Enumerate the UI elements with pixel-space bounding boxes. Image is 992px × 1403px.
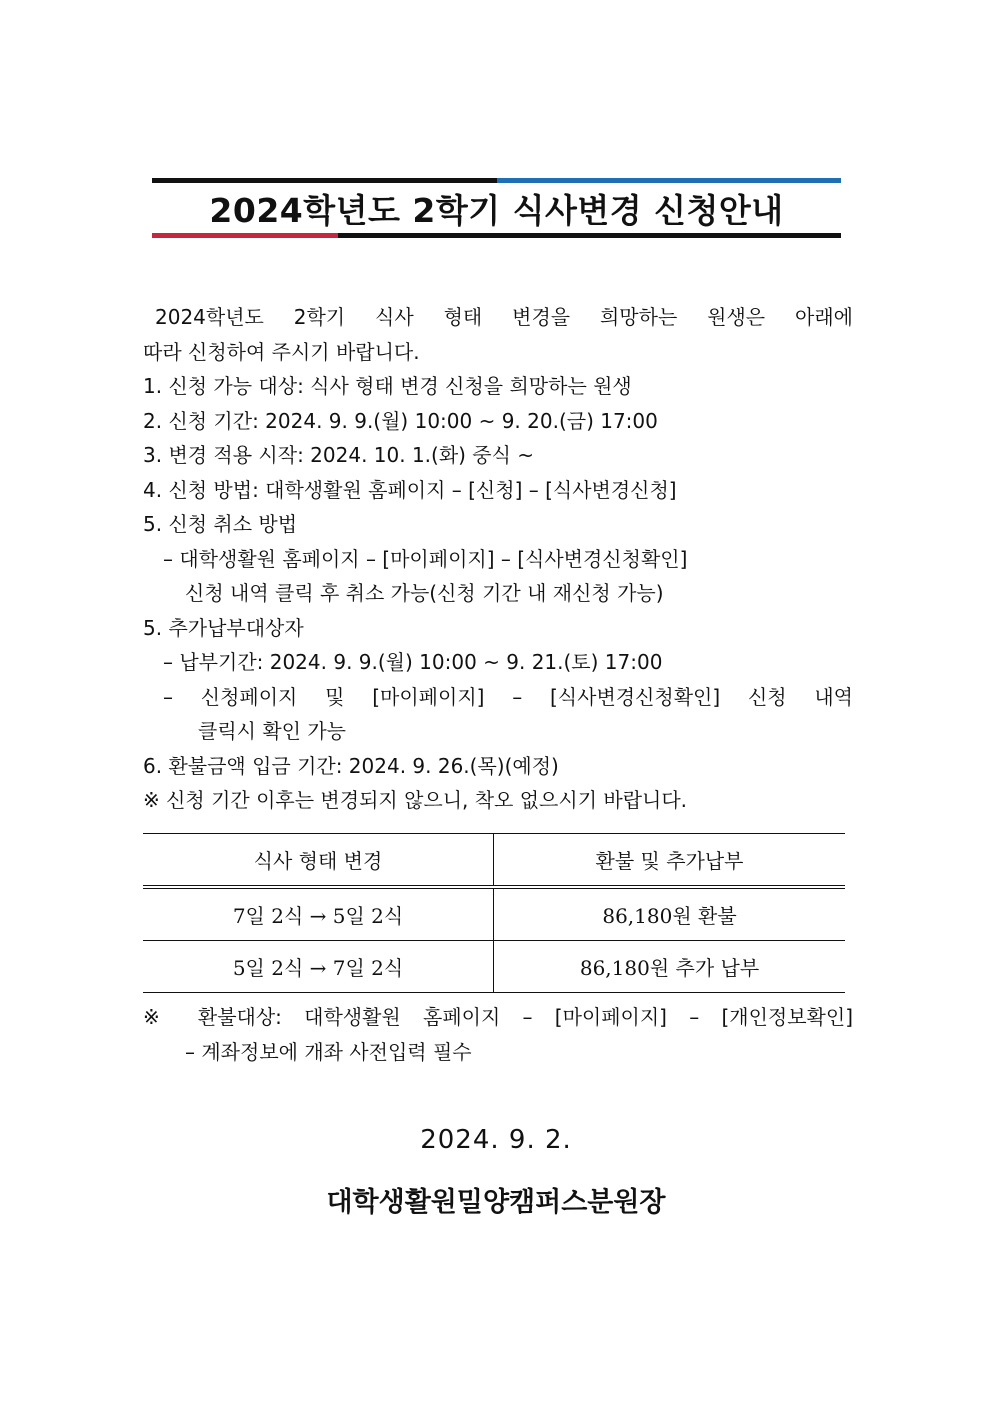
title-bar-top-black	[152, 178, 497, 183]
item-additional-sub-3: 클릭시 확인 가능	[198, 719, 346, 743]
item-additional: 5. 추가납부대상자	[143, 615, 304, 640]
item-method: 4. 신청 방법: 대학생활원 홈페이지 – [신청] – [식사변경신청]	[143, 477, 677, 502]
title-bar-bottom-red	[152, 233, 338, 238]
warning-note: ※ 신청 기간 이후는 변경되지 않으니, 착오 없으시기 바랍니다.	[143, 788, 688, 812]
refund-note-2: – 계좌정보에 개좌 사전입력 필수	[185, 1039, 472, 1064]
item-refund: 6. 환불금액 입금 기간: 2024. 9. 26.(목)(예정)	[143, 753, 559, 778]
title-block	[152, 178, 841, 238]
item-additional-sub-2: – 신청페이지 및 [마이페이지] – [식사변경신청확인] 신청 내역	[163, 684, 853, 709]
title-bar-bottom-black	[338, 233, 841, 238]
table-cell: 86,180원 추가 납부	[494, 941, 846, 993]
item-eligibility: 1. 신청 가능 대상: 식사 형태 변경 신청을 희망하는 원생	[143, 374, 632, 398]
intro-line-2: 따라 신청하여 주시기 바랍니다.	[143, 339, 420, 364]
refund-note-1: ※ 환불대상: 대학생활원 홈페이지 – [마이페이지] – [개인정보확인]	[143, 1005, 853, 1029]
table-header-refund: 환불 및 추가납부	[494, 834, 846, 888]
refund-notes	[143, 1000, 853, 1069]
table-row	[143, 887, 845, 941]
document-date: 2024. 9. 2.	[420, 1125, 572, 1155]
body-text	[143, 300, 853, 818]
item-period: 2. 신청 기간: 2024. 9. 9.(월) 10:00 ~ 9. 20.(금) 17:00	[143, 408, 658, 433]
meal-change-table	[143, 833, 845, 993]
item-additional-sub-1: – 납부기간: 2024. 9. 9.(월) 10:00 ~ 9. 21.(토) 17:00	[163, 650, 663, 674]
item-cancel-sub-2: 신청 내역 클릭 후 취소 가능(신청 기간 내 재신청 가능)	[185, 581, 664, 605]
table-header-type: 식사 형태 변경	[143, 834, 494, 888]
item-start: 3. 변경 적용 시작: 2024. 10. 1.(화) 중식 ~	[143, 443, 535, 467]
table-cell: 5일 2식 → 7일 2식	[143, 941, 494, 993]
document-title: 2024학년도 2학기 식사변경 신청안내	[209, 190, 784, 230]
item-cancel-sub-1: – 대학생활원 홈페이지 – [마이페이지] – [식사변경신청확인]	[163, 546, 688, 571]
table-row	[143, 941, 845, 993]
document-signer: 대학생활원밀양캠퍼스분원장	[326, 1187, 666, 1218]
table-cell: 7일 2식 → 5일 2식	[143, 887, 494, 941]
table-header-row	[143, 834, 845, 888]
title-bar-top-blue	[497, 178, 842, 183]
table-cell: 86,180원 환불	[494, 887, 846, 941]
intro-line-1: 2024학년도 2학기 식사 형태 변경을 희망하는 원생은 아래에	[155, 305, 853, 329]
item-cancel: 5. 신청 취소 방법	[143, 512, 298, 536]
